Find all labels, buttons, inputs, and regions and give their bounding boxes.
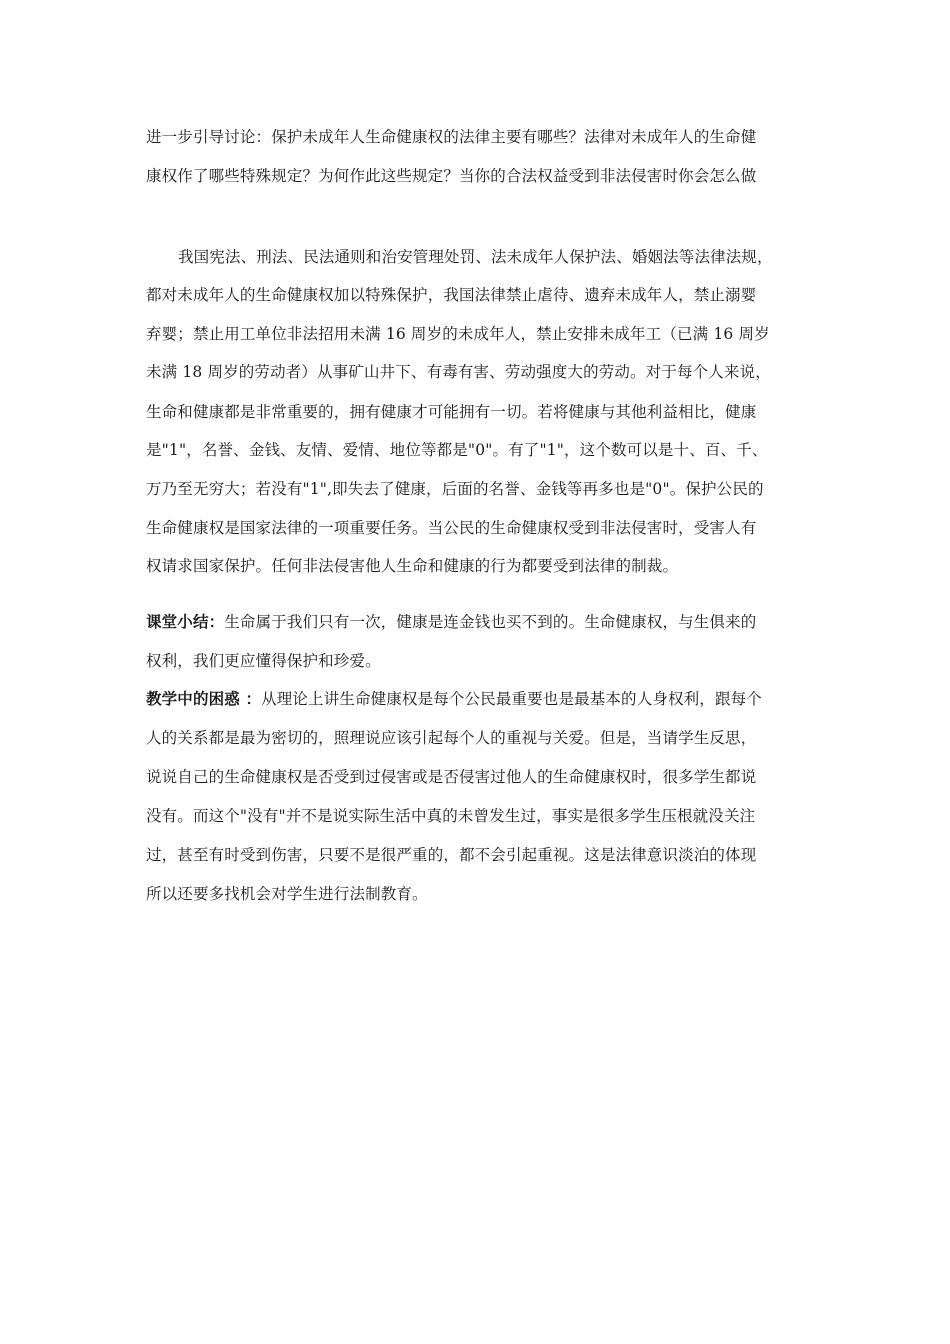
body-line-7: 万乃至无穷大；若没有"1",即失去了健康，后面的名誉、金钱等再多也是"0"。保护公民的 <box>146 480 764 498</box>
summary-text: 生命属于我们只有一次，健康是连金钱也买不到的。生命健康权，与生俱来的 <box>224 613 757 631</box>
body-line-6: 是"1"，名誉、金钱、友情、爱情、地位等都是"0"。有了"1"，这个数可以是十、百、千、 <box>146 441 768 459</box>
body-line-1: 我国宪法、刑法、民法通则和治安管理处罚、法未成年人保护法、婚姻法等法律法规， <box>178 248 773 266</box>
body-line-3: 弃婴；禁止用工单位非法招用未满 16 周岁的未成年人，禁止安排未成年工（已满 16 周岁 <box>146 325 770 343</box>
puzzle-label: 教学中的困惑 ： <box>146 690 262 708</box>
body-line-4: 未满 18 周岁的劳动者）从事矿山井下、有毒有害、劳动强度大的劳动。对于每个人来说， <box>146 363 771 381</box>
intro-line-2: 康权作了哪些特殊规定？为何作此这些规定？当你的合法权益受到非法侵害时你会怎么做 <box>146 167 757 185</box>
puzzle-line-6: 所以还要多找机会对学生进行法制教育。 <box>146 885 428 903</box>
summary-line-1 <box>146 612 756 632</box>
summary-label: 课堂小结： <box>146 613 225 631</box>
puzzle-line-1 <box>146 689 762 709</box>
body-line-8: 生命健康权是国家法律的一项重要任务。当公民的生命健康权受到非法侵害时，受害人有 <box>146 519 757 537</box>
body-line-2: 都对未成年人的生命健康权加以特殊保护，我国法律禁止虐待、遗弃未成年人，禁止溺婴 <box>146 286 757 304</box>
body-line-5: 生命和健康都是非常重要的，拥有健康才可能拥有一切。若将健康与其他利益相比，健康 <box>146 403 757 421</box>
puzzle-line-4: 没有。而这个"没有"并不是说实际生活中真的未曾发生过，事实是很多学生压根就没关注 <box>146 807 756 825</box>
body-line-9: 权请求国家保护。任何非法侵害他人生命和健康的行为都要受到法律的制裁。 <box>146 557 679 575</box>
puzzle-line-3: 说说自己的生命健康权是否受到过侵害或是否侵害过他人的生命健康权时，很多学生都说 <box>146 768 757 786</box>
summary-line-2: 权利，我们更应懂得保护和珍爱。 <box>146 652 381 670</box>
puzzle-line-2: 人的关系都是最为密切的，照理说应该引起每个人的重视与关爱。但是，当请学生反思， <box>146 729 757 747</box>
intro-line-1: 进一步引导讨论：保护未成年人生命健康权的法律主要有哪些？法律对未成年人的生命健 <box>146 128 757 146</box>
puzzle-text: 从理论上讲生命健康权是每个公民最重要也是最基本的人身权利，跟每个 <box>261 690 762 708</box>
puzzle-line-5: 过，甚至有时受到伤害，只要不是很严重的，都不会引起重视。这是法律意识淡泊的体现 <box>146 846 757 864</box>
